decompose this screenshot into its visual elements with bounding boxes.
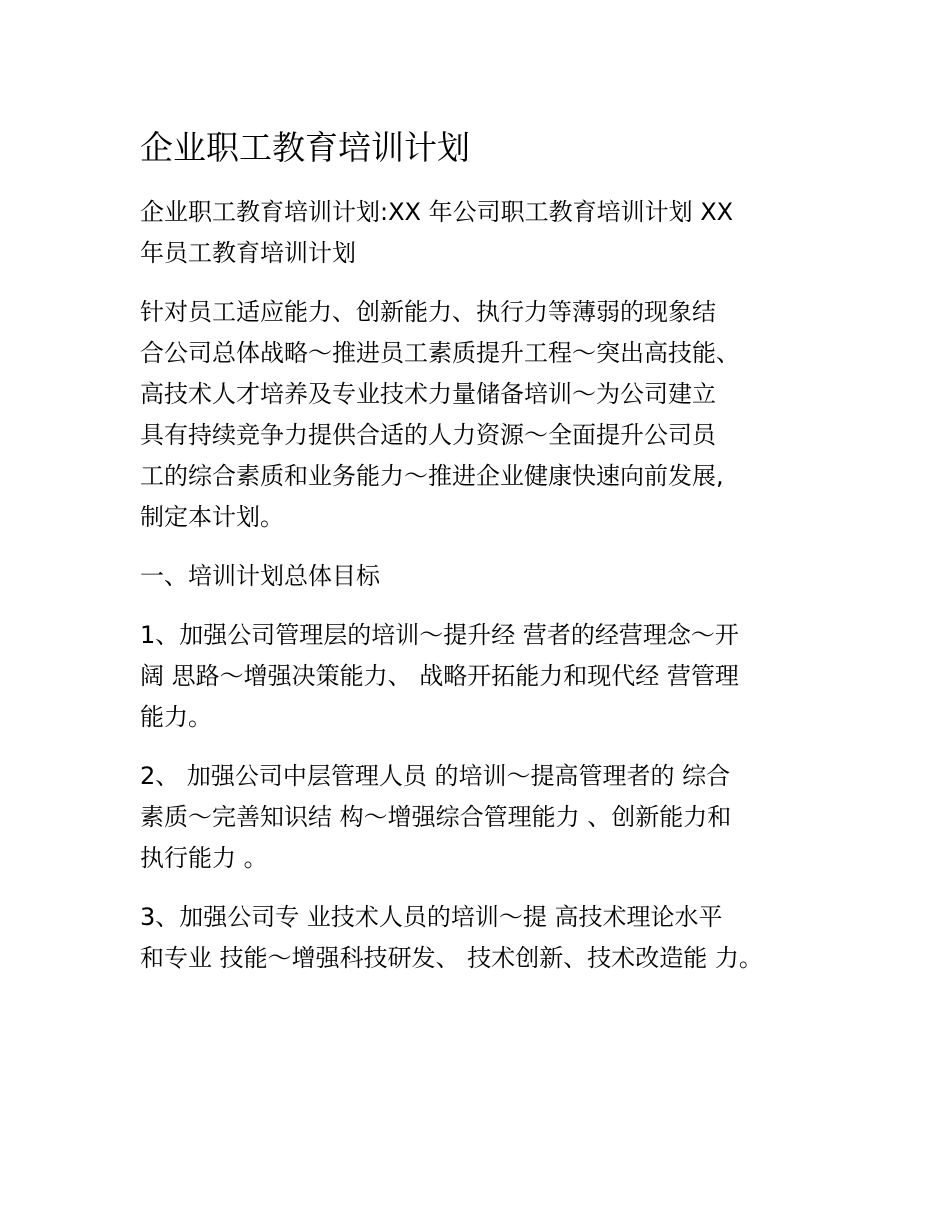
goal-item-line: 阔 思路～增强决策能力、 战略开拓能力和现代经 营管理 <box>140 662 739 690</box>
subtitle-line: 年员工教育培训计划 <box>140 239 356 267</box>
goal-item-line: 2、 加强公司中层管理人员 的培训～提高管理者的 综合 <box>140 762 731 790</box>
goal-item-line: 3、加强公司专 业技术人员的培训～提 高技术理论水平 <box>140 903 723 931</box>
goal-item-line: 1、加强公司管理层的培训～提升经 营者的经营理念～开 <box>140 621 739 649</box>
section-heading <box>140 556 820 597</box>
goal-item-3 <box>140 897 820 979</box>
intro-line: 合公司总体战略～推进员工素质提升工程～突出高技能、 <box>140 339 740 367</box>
section-heading-text: 一、培训计划总体目标 <box>140 562 380 590</box>
intro-line: 具有持续竞争力提供合适的人力资源～全面提升公司员 <box>140 421 716 449</box>
document-title: 企业职工教育培训计划 <box>140 128 470 167</box>
goal-item-1 <box>140 615 820 738</box>
intro-line: 工的综合素质和业务能力～推进企业健康快速向前发展, <box>140 462 724 490</box>
intro-line: 针对员工适应能力、创新能力、执行力等薄弱的现象结 <box>140 298 716 326</box>
document-page <box>140 118 820 997</box>
subtitle-line: 企业职工教育培训计划:XX 年公司职工教育培训计划 XX <box>140 198 734 226</box>
intro-paragraph <box>140 292 820 538</box>
goal-item-line: 能力。 <box>140 703 212 731</box>
intro-line: 高技术人才培养及专业技术力量储备培训～为公司建立 <box>140 380 716 408</box>
intro-line: 制定本计划。 <box>140 503 284 531</box>
goal-item-line: 素质～完善知识结 构～增强综合管理能力 、创新能力和 <box>140 803 732 831</box>
goal-item-line: 执行能力 。 <box>140 844 268 872</box>
goal-item-2 <box>140 756 820 879</box>
goal-item-line: 和专业 技能～增强科技研发、 技术创新、技术改造能 力。 <box>140 944 763 972</box>
subtitle-paragraph <box>140 192 820 274</box>
